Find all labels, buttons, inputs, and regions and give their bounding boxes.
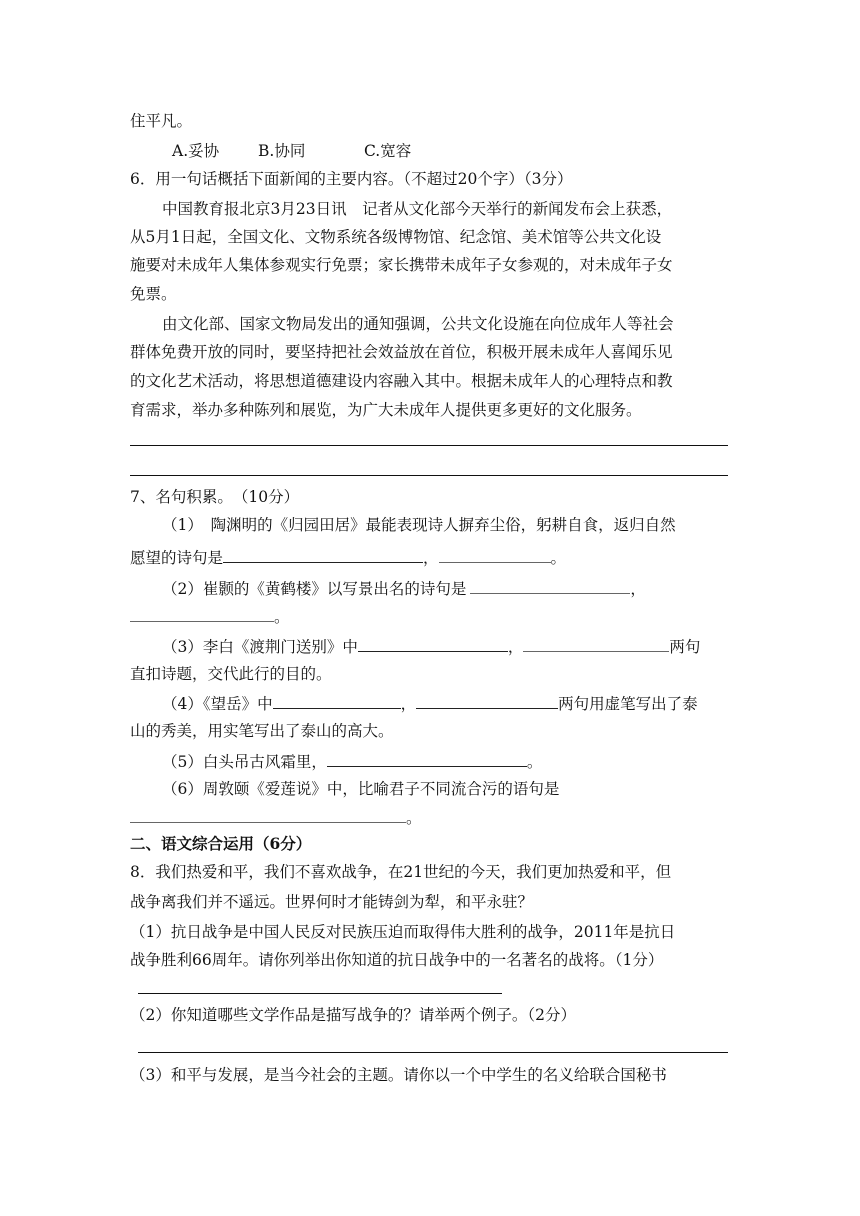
- fill-blank[interactable]: [223, 546, 423, 563]
- q7-item-2-cont: 。: [130, 605, 290, 628]
- option-b: B.协同: [258, 142, 306, 160]
- q7-item-2: （2）崔颢的《黄鹤楼》以写景出名的诗句是 ，: [162, 577, 646, 600]
- fill-blank[interactable]: [523, 635, 669, 652]
- news-line: 由文化部、国家文物局发出的通知强调，公共文化设施在向位成年人等社会: [162, 315, 674, 333]
- option-c: C.宽容: [364, 142, 412, 160]
- answer-line[interactable]: [138, 993, 502, 994]
- text-fragment: 住平凡。: [130, 112, 193, 130]
- news-line: 的文化艺术活动，将思想道德建设内容融入其中。根据未成年人的心理特点和教: [130, 372, 673, 390]
- option-a: A.妥协: [172, 142, 220, 160]
- fill-blank[interactable]: [273, 692, 401, 709]
- news-line: 从5月1日起，全国文化、文物系统各级博物馆、纪念馆、美术馆等公共文化设: [130, 228, 662, 246]
- q8-sub1-line: 战争胜利66周年。请你列举出你知道的抗日战争中的一名著名的战将。（1分）: [130, 951, 664, 969]
- q7-title: 7、名句积累。 （10分）: [130, 488, 300, 506]
- fill-blank[interactable]: [470, 577, 630, 594]
- q8-line: 战争离我们并不遥远。世界何时才能铸剑为犁，和平永驻？: [130, 893, 534, 911]
- answer-line[interactable]: [138, 1052, 728, 1053]
- q7-item-1: （1） 陶渊明的《归园田居》最能表现诗人摒弃尘俗，躬耕自食，返归自然: [162, 516, 676, 534]
- fill-blank[interactable]: [439, 546, 551, 563]
- q7-item-1-cont: 愿望的诗句是 ， 。: [130, 546, 566, 569]
- news-line: 育需求，举办多种陈列和展览，为广大未成年人提供更多更好的文化服务。: [130, 401, 642, 419]
- q7-item-6-cont: 。: [130, 806, 422, 829]
- news-line: 施要对未成年人集体参观实行免票；家长携带未成年子女参观的，对未成年子女: [130, 256, 673, 274]
- news-line: 免票。: [130, 285, 177, 303]
- q7-item-4: （4）《望岳》中 ， 两句用虚笔写出了泰: [162, 692, 698, 715]
- fill-blank[interactable]: [130, 806, 406, 823]
- answer-line[interactable]: [130, 475, 728, 476]
- fill-blank[interactable]: [358, 635, 508, 652]
- fill-blank[interactable]: [416, 692, 558, 709]
- q7-item-6: （6）周敦颐《爱莲说》中，比喻君子不同流合污的语句是: [162, 780, 560, 798]
- q8-sub3: （3）和平与发展，是当今社会的主题。请你以一个中学生的名义给联合国秘书: [130, 1066, 667, 1084]
- q8-sub1-line: （1）抗日战争是中国人民反对民族压迫而取得伟大胜利的战争，2011年是抗日: [130, 923, 676, 941]
- section-heading: 二、语文综合运用（6分）: [130, 834, 312, 853]
- q7-item-5: （5）白头吊古风霜里， 。: [162, 750, 542, 773]
- fill-blank[interactable]: [130, 605, 274, 622]
- fill-blank[interactable]: [327, 750, 527, 767]
- q7-item-3: （3）李白《渡荆门送别》中 ， 两句: [162, 635, 700, 658]
- q7-item-3-cont: 直扣诗题，交代此行的目的。: [130, 665, 332, 683]
- answer-line[interactable]: [130, 445, 728, 446]
- news-line: 中国教育报北京3月23日讯 记者从文化部今天举行的新闻发布会上获悉，: [162, 200, 673, 218]
- news-line: 群体免费开放的同时，要坚持把社会效益放在首位，积极开展未成年人喜闻乐见: [130, 343, 673, 361]
- q8-sub2: （2）你知道哪些文学作品是描写战争的？请举两个例子。（2分）: [130, 1006, 576, 1024]
- q8-line: 8．我们热爱和平，我们不喜欢战争，在21世纪的今天，我们更加热爱和平，但: [130, 863, 672, 881]
- q6-prompt: 6．用一句话概括下面新闻的主要内容。（不超过20个字）（3分）: [130, 170, 573, 188]
- q7-item-4-cont: 山的秀美，用实笔写出了泰山的高大。: [130, 722, 394, 740]
